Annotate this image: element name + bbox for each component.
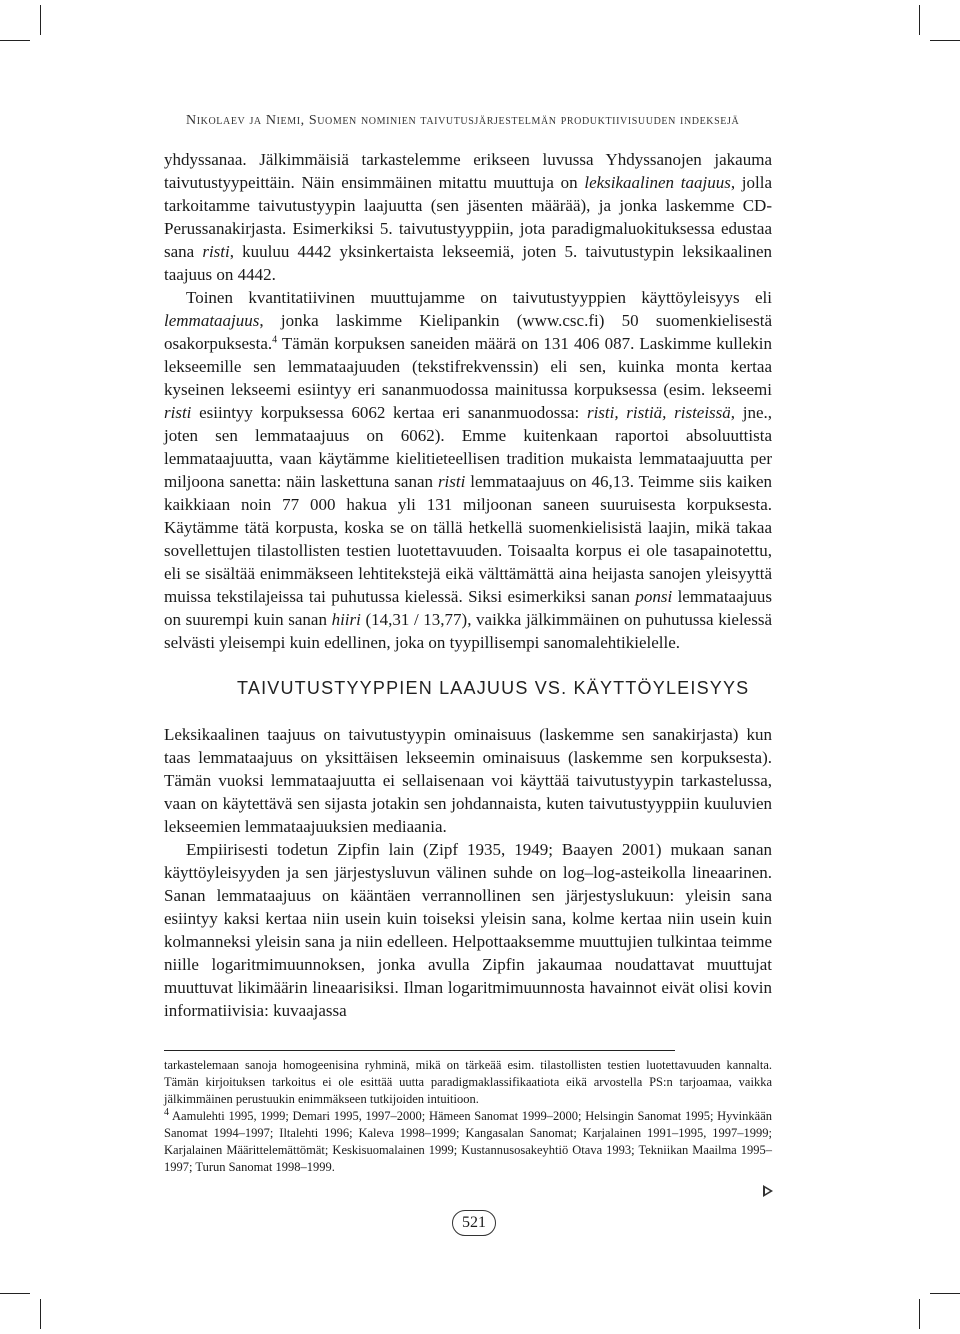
body-text-bottom [164,723,772,1022]
footnote-continuation: tarkastelemaan sanoja homogeenisina ryhminä, mikä on tärkeää esim. tilastollisten testien luotettavuuden kannalta. Tämän kirjoituksen tarkoitus ei ole esittää uutta paradigmaklassifikaatiota eikä arvostella PS:n tarjoamaa, vaikka jälkimmäinen perustuukin enimmäkseen tutkijoiden intuitioon. [164,1058,772,1106]
crop-mark-bottom-right [919,1299,920,1329]
section-heading: TAIVUTUSTYYPPIEN LAAJUUS VS. KÄYTTÖYLEISYYS [237,678,750,698]
footnotes [164,1057,772,1176]
footnote-4: $^4$ Aamulehti 1995, 1999; Demari 1995, 1997–2000; Hämeen Sanomat 1999–2000; Helsingin Sanomat 1995; Hyvinkään Sanomat 1994–1997; Iltalehti 1996; Kaleva 1998–1999; Kangasalan Sanomat; Karjalainen 1991–1995, 1997–1999; Karjalainen Määrittelemättömät; Keskisuomalainen 1999; Kustannusosakeyhtiö Otava 1993; Tekniikan Maailma 1995–1997; Turun Sanomat 1998–1999. [164,1106,772,1174]
crop-mark-top-left [40,5,41,35]
paragraph-4: Empiirisesti todetun Zipfin lain (Zipf 1935, 1949; Baayen 2001) mukaan sanan käyttöyleisyyden ja sen järjestysluvun välinen suhde on log–log-asteikolla lineaarinen. Sanan lemmataajuus on kääntäen verrannollinen sen järjestyslukuun: yleisin sana esiintyy kaksi kertaa niin usein kuin toiseksi yleisin sana, kolme kertaa niin usein kuin kolmanneksi yleisin sana ja niin edelleen. Helpottaaksemme muuttujien tulkintaa teimme niille logaritmimuunnoksen, jonka avulla Zipfin jakaumaa noudattavat muuttujat muuttuvat likimäärin lineaarisiksi. Ilman logaritmimuunnosta havainnot eivät olisi kovin informatiivisia: kuvaajassa [164,840,772,1020]
crop-mark-top-left-h [0,40,30,41]
body-text-top [164,148,772,654]
crop-mark-bottom-right-h [930,1293,960,1294]
paragraph-1: yhdyssanaa. Jälkimmäisiä tarkastelemme erikseen luvussa Yhdyssanojen jakauma taivutustyypeittäin. Näin ensimmäinen mitattu muuttuja on leksikaalinen taajuus, jolla tarkoitamme taivutustyypin laajuutta (sen jäsenten määrää), ja jonka laskemme CD-Perussanakirjasta. Esimerkiksi 5. taivutustyyppiin, jota paradigmaluokituksessa edustaa sana risti, kuuluu 4442 yksinkertaista lekseemiä, joten 5. taivutustypin leksikaalinen taajuus on 4442. [164,150,772,284]
crop-mark-bottom-left-h [0,1293,30,1294]
footnote-rule [164,1050,675,1051]
crop-mark-top-right [919,5,920,35]
page-number: 521 [452,1210,496,1236]
paragraph-2: Toinen kvantitatiivinen muuttujamme on taivutustyyppien käyttöyleisyys eli lemmataajuus, jonka laskimme Kielipankin (www.csc.fi) 50 suomenkielisestä osakorpuksesta.$^4$ Tämän korpuksen saneiden määrä on 131 406 087. Laskimme kullekin lekseemille sen lemmataajuuden (tekstifrekvenssin) eli sen, kuinka monta kertaa kyseinen lekseemi esiintyy eri sananmuodossa mainitussa korpuksessa (esim. lekseemi risti esiintyy korpuksessa 6062 kertaa eri sananmuodossa: risti, ristiä, risteissä, jne., joten sen lemmataajuus on 6062). Emme kuitenkaan raportoi absoluuttista lemmataajuutta, vaan käytämme kielitieteellisen tradition mukaista lemmataajuutta per miljoona sanetta: näin laskettuna sanan risti lemmataajuus on 46,13. Teimme siis kaiken kaikkiaan noin 77 000 hakua yli 131 miljoonan saneen suuruisesta korpuksesta. Käytämme tätä korpusta, koska se on tällä hetkellä suomenkielisistä laajin, mikä takaa sovellettujen tilastollisten testien luotettavuuden. Toisaalta korpus ei ole tasapainotettu, eli se sisältää enimmäkseen lehtitekstejä eikä välttämättä aina heijasta sanojen yleisyyttä muissa tekstilajeissa tai puhutussa kielessä. Siksi esimerkiksi sanan ponsi lemmataajuus on suurempi kuin sanan hiiri (14,31 / 13,77), vaikka jälkimmäinen on puhutussa kielessä selvästi yleisempi kuin edellinen, joka on tyypillisempi sanomalehtikielelle. [164,288,773,652]
footnote-ref-4[interactable]: 4 [272,334,278,346]
paragraph-3: Leksikaalinen taajuus on taivutustyypin ominaisuus (laskemme sen sanakirjasta) kun taas lemmataajuus on yksittäisen lekseemin ominaisuus (laskemme sen korpuksesta). Tämän vuoksi lemmataajuutta ei sellaisenaan voi käyttää taivutustyypin tarkastelussa, vaan on käytettävä sen sijasta jotakin sen johdannaista, kuten taivutustyyppiin kuuluvien lekseemien lemmataajuuksien mediaania. [164,725,772,836]
crop-mark-bottom-left [40,1299,41,1329]
next-page-triangle-icon [763,1185,773,1197]
running-header: Nikolaev ja Niemi, Suomen nominien taivutusjärjestelmän produktiivisuuden indeksejä [186,113,740,128]
crop-mark-top-right-h [930,40,960,41]
